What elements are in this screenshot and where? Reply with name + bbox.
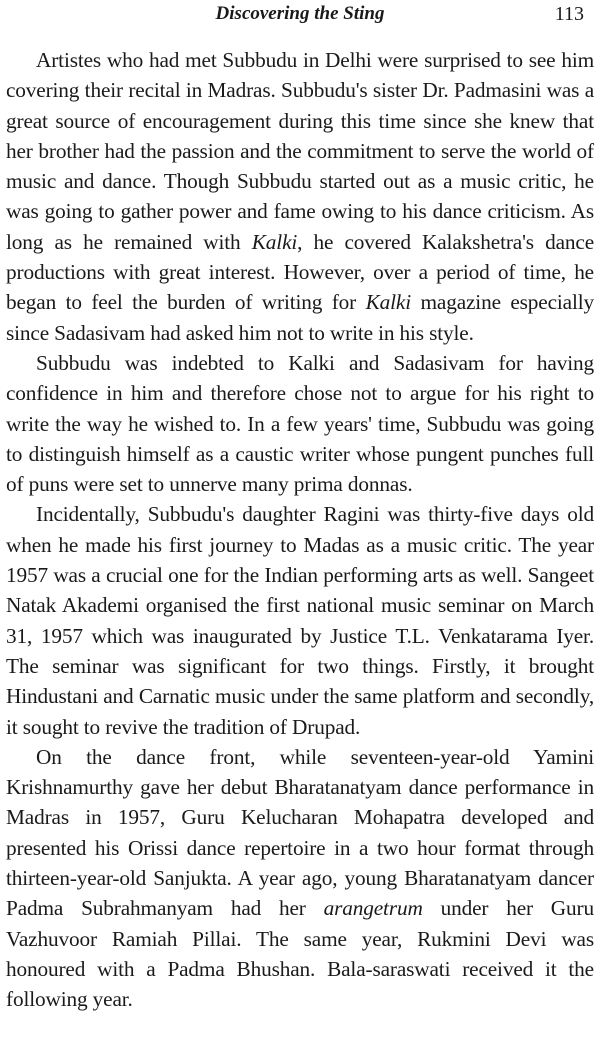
- text-run: under her Guru Vazhuvoor Ramiah Pillai. The same year, Rukmini Devi was honoured with a Padma Bhushan. Bala-saraswati received it the following year.: [6, 896, 594, 1012]
- paragraph: [6, 45, 594, 348]
- text-run: Subbudu was indebted to Kalki and Sadasivam for having confidence in him and therefore chose not to argue for his right to write the way he wished to. In a few years' time, Subbudu was going to distinguish himself as a caustic writer whose pungent punches full of puns were set to unnerve many prima donnas.: [6, 350, 594, 497]
- paragraph: [6, 499, 594, 741]
- body-text: [6, 45, 594, 1015]
- italic-run: Kalki: [365, 290, 411, 315]
- text-run: On the dance front, while seventeen-year-old Yamini Krishnamurthy gave her debut Bharatanatyam dance performance in Madras in 1957, Guru Kelucharan Mohapatra developed and presented his Orissi dance repertoire in a two hour format through thirteen-year-old Sanjukta. A year ago, young Bharatanatyam dancer Padma Subrahmanyam had her: [6, 744, 594, 921]
- paragraph: [6, 348, 594, 499]
- italic-run: Kalki: [251, 229, 298, 254]
- paragraph: [6, 742, 594, 1015]
- text-run: Artistes who had met Subbudu in Delhi were surprised to see him covering their recital in Madras. Subbudu's sister Dr. Padmasini was a great source of encouragement during this time since she knew that her brother had the passion and the commitment to serve the world of music and dance. Though Subbudu started out as a music critic, he was going to gather power and fame owing to his dance criticism. As long as he remained with: [6, 48, 594, 254]
- page-number: 113: [554, 3, 584, 25]
- italic-run: arangetrum: [323, 896, 423, 921]
- text-run: , he covered Kalakshetra's dance productions with great interest. However, over a period of time, he began to feel the burden of writing for: [6, 229, 594, 315]
- chapter-title: Discovering the Sting: [215, 3, 385, 24]
- text-run: Incidentally, Subbudu's daughter Ragini was thirty-five days old when he made his first journey to Madas as a music critic. The year 1957 was a crucial one for the Indian performing arts as well. Sangeet Natak Akademi organised the first national music seminar on March 31, 1957 which was inaugurated by Justice T.L. Venkatarama Iyer. The seminar was significant for two things. Firstly, it brought Hindustani and Carnatic music under the same platform and secondly, it sought to revive the tradition of Drupad.: [6, 502, 594, 739]
- running-header: [6, 0, 594, 30]
- text-run: magazine especially since Sadasivam had asked him not to write in his style.: [6, 290, 594, 345]
